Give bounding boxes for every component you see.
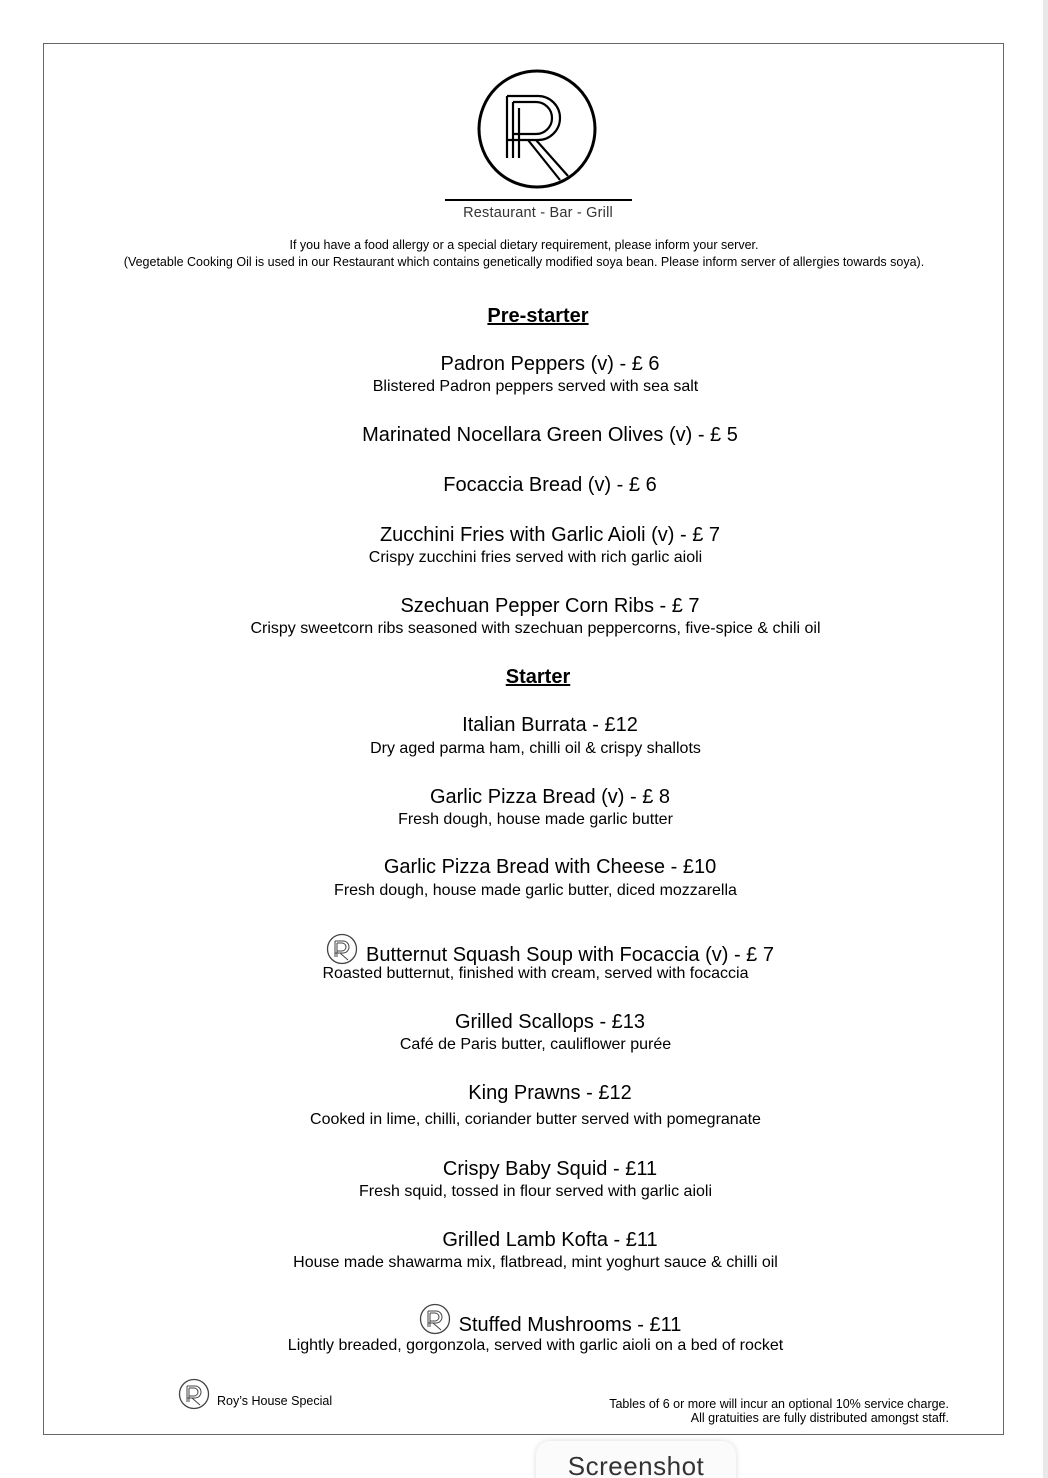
menu-item-desc: Lightly breaded, gorgonzola, served with garlic aioli on a bed of rocket — [287, 1337, 784, 1354]
menu-item-desc: Crispy zucchini fries served with rich garlic aioli — [368, 549, 703, 566]
menu-item-house-special — [0, 933, 1048, 967]
section-title-pre-starter: Pre-starter — [487, 305, 589, 327]
menu-item-name: Marinated Nocellara Green Olives (v) - £ 5 — [362, 424, 738, 446]
menu-item-name: Grilled Scallops - £13 — [454, 1011, 646, 1033]
service-line-2: All gratuities are fully distributed amongst staff. — [690, 1411, 949, 1425]
house-special-icon — [419, 1303, 451, 1335]
allergy-notice: If you have a food allergy or a special dietary requirement, please inform your server. — [289, 238, 759, 252]
menu-item-desc: Cooked in lime, chilli, coriander butter served with pomegranate — [310, 1111, 761, 1128]
soya-notice: (Vegetable Cooking Oil is used in our Restaurant which contains genetically modified soya bean. Please inform server of allergies towards soya). — [123, 255, 925, 269]
menu-item-desc: Fresh dough, house made garlic butter, diced mozzarella — [334, 882, 737, 899]
restaurant-logo-icon — [476, 68, 598, 190]
legend-label: Roy’s House Special — [217, 1394, 333, 1408]
menu-item-desc: Dry aged parma ham, chilli oil & crispy shallots — [370, 740, 701, 757]
menu-item-name: Szechuan Pepper Corn Ribs - £ 7 — [400, 595, 700, 617]
menu-item-name: Stuffed Mushrooms - £11 — [458, 1314, 682, 1336]
menu-item-name: King Prawns - £12 — [468, 1082, 632, 1104]
menu-item-desc: Roasted butternut, finished with cream, served with focaccia — [322, 965, 749, 982]
menu-item-house-special — [0, 1303, 1048, 1337]
menu-item-desc: House made shawarma mix, flatbread, mint yoghurt sauce & chilli oil — [293, 1254, 778, 1271]
menu-item-desc: Fresh squid, tossed in flour served with garlic aioli — [358, 1183, 713, 1200]
menu-item-desc: Café de Paris butter, cauliflower purée — [399, 1036, 672, 1053]
menu-item-name: Italian Burrata - £12 — [462, 714, 638, 736]
menu-item-name: Butternut Squash Soup with Focaccia (v) - £ 7 — [366, 944, 774, 966]
menu-item-desc: Crispy sweetcorn ribs seasoned with szechuan peppercorns, five-spice & chili oil — [250, 620, 821, 637]
menu-item-name: Grilled Lamb Kofta - £11 — [442, 1229, 658, 1251]
screenshot-button[interactable]: Screenshot — [536, 1441, 736, 1478]
menu-item-name: Garlic Pizza Bread (v) - £ 8 — [429, 786, 671, 808]
tagline: Restaurant - Bar - Grill — [463, 205, 613, 221]
service-line-1: Tables of 6 or more will incur an optional 10% service charge. — [609, 1397, 949, 1411]
menu-item-name: Garlic Pizza Bread with Cheese - £10 — [383, 856, 717, 878]
menu-item-desc: Blistered Padron peppers served with sea salt — [372, 378, 699, 395]
menu-item-name: Zucchini Fries with Garlic Aioli (v) - £ 7 — [379, 524, 721, 546]
menu-item-name: Crispy Baby Squid - £11 — [442, 1158, 658, 1180]
logo-divider — [445, 199, 632, 201]
house-special-icon — [326, 933, 358, 965]
service-charge-note — [609, 1397, 949, 1425]
house-special-legend — [178, 1378, 332, 1410]
menu-item-name: Padron Peppers (v) - £ 6 — [440, 353, 660, 375]
house-special-icon — [178, 1378, 210, 1410]
menu-item-name: Focaccia Bread (v) - £ 6 — [443, 474, 657, 496]
menu-item-desc: Fresh dough, house made garlic butter — [398, 811, 673, 828]
section-title-starter: Starter — [505, 666, 571, 688]
